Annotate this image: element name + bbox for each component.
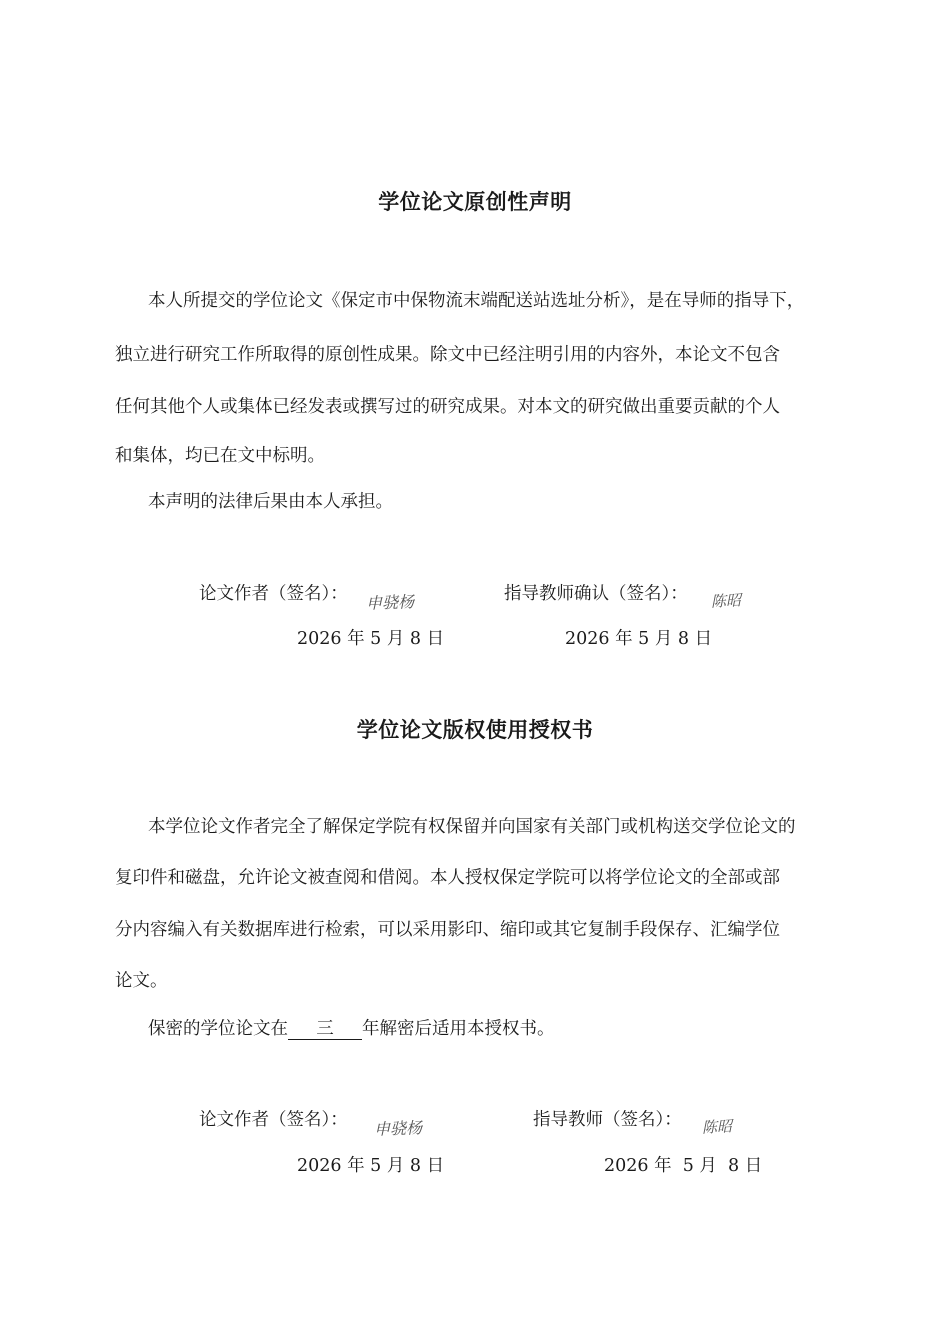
declaration-supervisor-label: 指导教师确认（签名）： xyxy=(504,584,688,604)
declaration-line-4: 和集体，均已在文中标明。 xyxy=(115,446,325,466)
declaration-line-3: 任何其他个人或集体已经发表或撰写过的研究成果。对本文的研究做出重要贡献的个人 xyxy=(115,397,780,417)
declaration-title: 学位论文原创性声明 xyxy=(378,190,572,214)
declaration-supervisor-date: 2026 年 5 月 8 日 xyxy=(565,629,713,649)
authorization-supervisor-date: 2026 年 5 月 8 日 xyxy=(604,1156,763,1176)
secrecy-years: 三 xyxy=(288,1020,362,1040)
authorization-supervisor-signature: 陈昭 xyxy=(701,1117,733,1137)
secrecy-prefix: 保密的学位论文在 xyxy=(148,1019,288,1039)
declaration-author-date: 2026 年 5 月 8 日 xyxy=(297,629,445,649)
secrecy-suffix: 年解密后适用本授权书。 xyxy=(362,1019,555,1039)
declaration-line-2: 独立进行研究工作所取得的原创性成果。除文中已经注明引用的内容外，本论文不包含 xyxy=(115,345,780,365)
authorization-line-1: 本学位论文作者完全了解保定学院有权保留并向国家有关部门或机构送交学位论文的 xyxy=(148,817,796,837)
authorization-author-label: 论文作者（签名）： xyxy=(199,1110,348,1130)
declaration-line-1: 本人所提交的学位论文《保定市中保物流末端配送站选址分析》，是在导师的指导下， xyxy=(148,291,805,311)
declaration-supervisor-signature: 陈昭 xyxy=(710,591,742,611)
declaration-author-label: 论文作者（签名）： xyxy=(199,584,348,604)
declaration-author-signature: 申骁杨 xyxy=(365,592,415,613)
authorization-title: 学位论文版权使用授权书 xyxy=(356,718,594,742)
authorization-supervisor-label: 指导教师（签名）： xyxy=(533,1110,682,1130)
authorization-line-2: 复印件和磁盘，允许论文被查阅和借阅。本人授权保定学院可以将学位论文的全部或部 xyxy=(115,868,780,888)
authorization-line-4: 论文。 xyxy=(115,971,168,991)
authorization-line-3: 分内容编入有关数据库进行检索，可以采用影印、缩印或其它复制手段保存、汇编学位 xyxy=(115,920,780,940)
authorization-author-date: 2026 年 5 月 8 日 xyxy=(297,1156,445,1176)
declaration-line-5: 本声明的法律后果由本人承担。 xyxy=(148,492,393,512)
authorization-author-signature: 申骁杨 xyxy=(373,1118,423,1139)
secrecy-statement xyxy=(148,1015,555,1040)
